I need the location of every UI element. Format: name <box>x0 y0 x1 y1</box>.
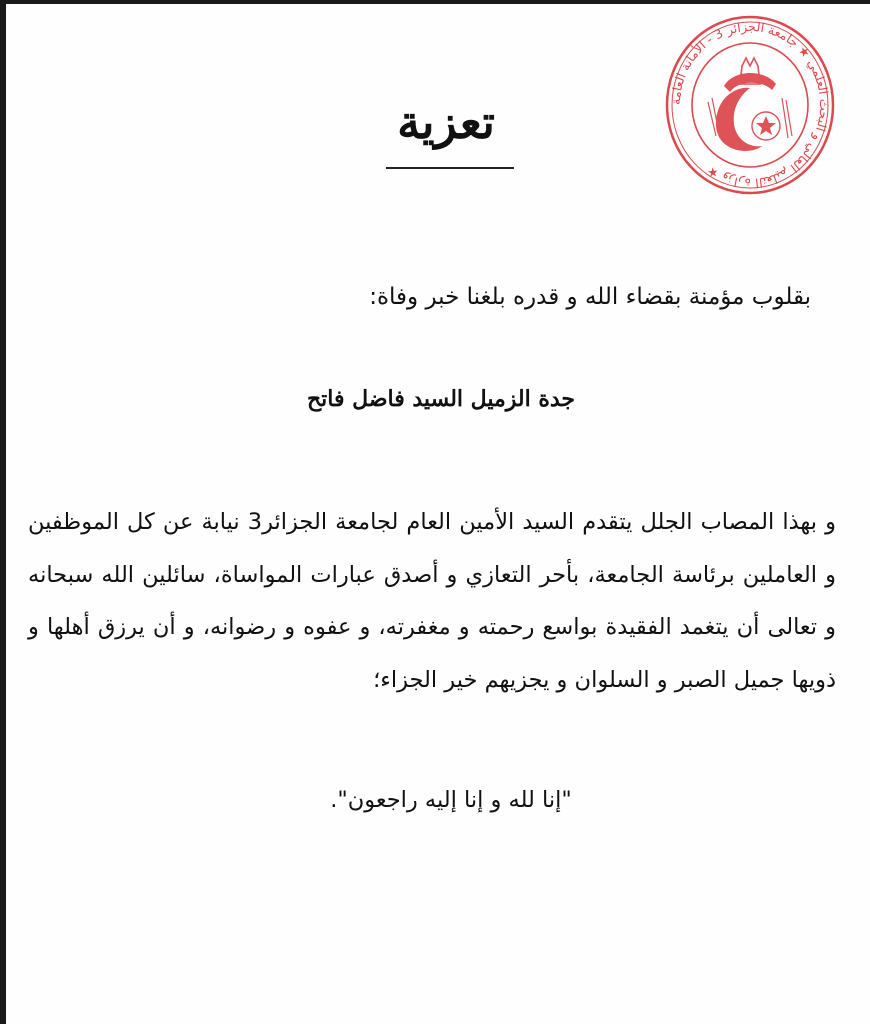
page-title: تعزية <box>397 95 495 149</box>
title-underline <box>386 167 514 169</box>
closing-quote: "إنا لله و إنا إليه راجعون". <box>330 787 572 813</box>
deceased-name: جدة الزميل السيد فاضل فاتح <box>306 386 576 412</box>
stamp-emblem-icon <box>708 58 792 151</box>
stamp-ring-text: وزارة التعليم العالي و البحث العلمي ★ جامعة الجزائر 3 - الأمانة العامة ★ <box>667 18 833 192</box>
official-stamp <box>664 14 836 196</box>
condolence-paragraph: و بهذا المصاب الجلل يتقدم السيد الأمين العام لجامعة الجزائر3 نيابة عن كل الموظفين و العاملين برئاسة الجامعة، بأحر التعازي و أصدق عبارات المواساة، سائلين الله سبحانه و تعالى أن يتغمد الفقيدة بواسع رحمته و مغفرته، و عفوه و رضوانه، و أن يرزق أهلها و ذويها جميل الصبر و السلوان و يجزيهم خير الجزاء؛ <box>28 509 836 693</box>
intro-line: بقلوب مؤمنة بقضاء الله و قدره بلغنا خبر وفاة: <box>369 284 811 310</box>
